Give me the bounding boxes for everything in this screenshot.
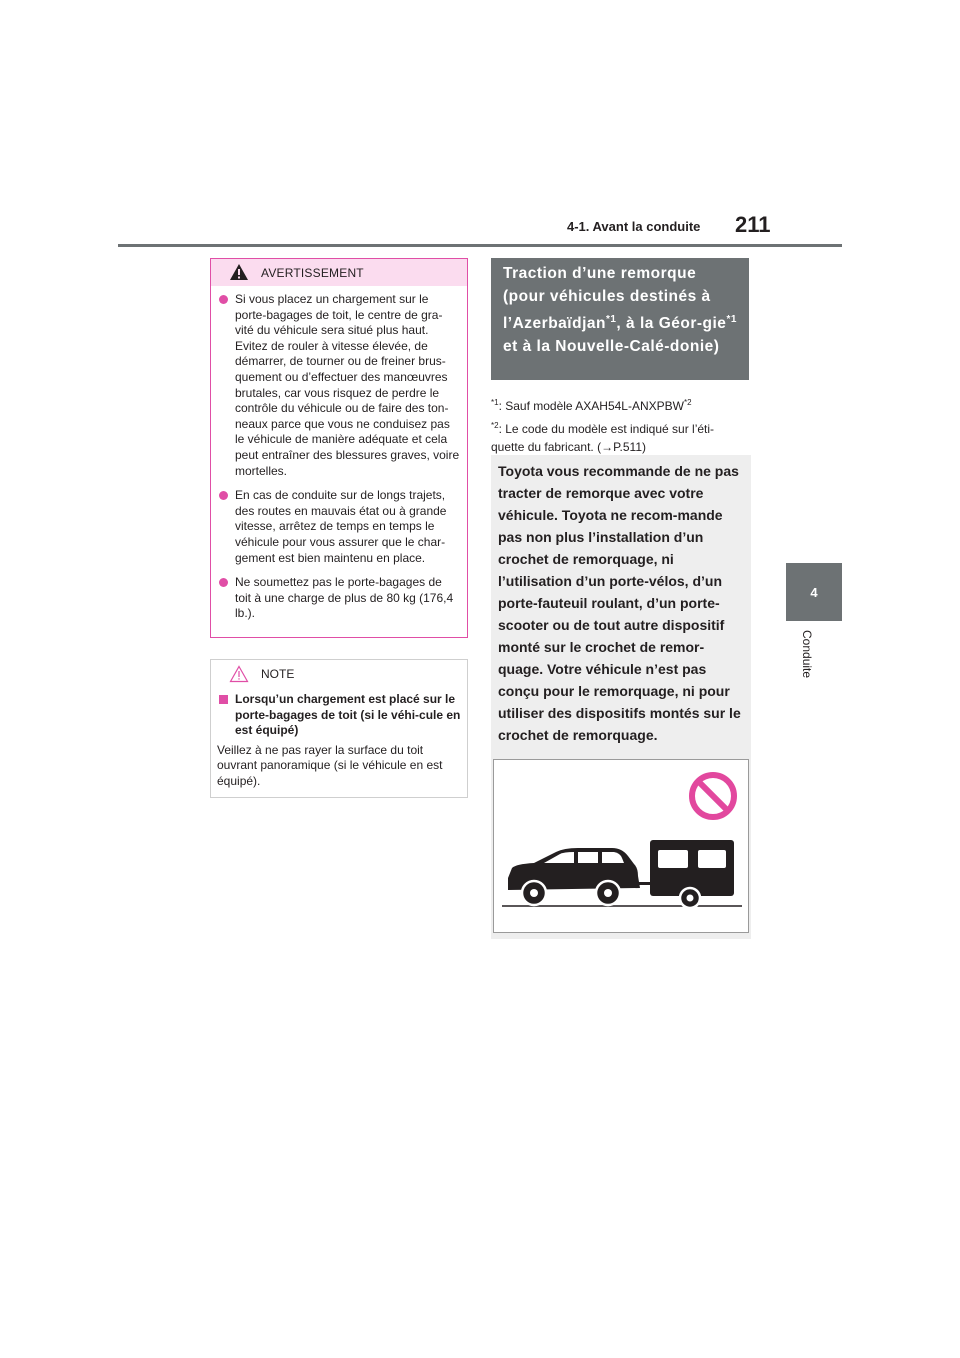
bullet-icon [219, 491, 228, 500]
note-box [210, 659, 468, 798]
towing-illustration [493, 759, 749, 933]
info-text: Toyota vous recommande de ne pas tracter de remorque avec votre véhicule. Toyota ne recom-mande pas non plus l’installation d’un crochet de remorquage, ni l’utilisation d’un porte-vélos, d’un porte-fauteuil roulant, d’un porte-scooter ou de tout autre dispositif monté sur le crochet de remor-quage. Votre véhicule n’est pas conçu pour le remorquage, ni pour utiliser des dispositifs montés sur le crochet de remorquage. [498, 463, 741, 743]
chapter-tab[interactable] [786, 563, 842, 621]
warning-item: Ne soumettez pas le porte-bagages de toit à une charge de plus de 80 kg (176,4 lb.). [217, 575, 461, 622]
note-subheading: Lorsqu’un chargement est placé sur le porte-bagages de toit (si le véhi-cule en est équipé) [217, 692, 461, 739]
warning-header [211, 259, 467, 286]
note-body: Veillez à ne pas rayer la surface du toit ouvrant panoramique (si le véhicule en est équipé). [217, 742, 443, 788]
warning-item: En cas de conduite sur de longs trajets, des routes en mauvais état ou à grande vitesse, arrêtez de temps en temps le véhicule pour vous assurer que le char-gement est bien maintenu en place. [217, 488, 461, 566]
square-bullet-icon [219, 695, 228, 704]
warning-triangle-icon [229, 263, 249, 281]
bullet-icon [219, 578, 228, 587]
car-trailer-illustration [494, 760, 748, 932]
note-triangle-icon [229, 665, 249, 683]
note-header [211, 660, 467, 688]
warning-title: AVERTISSEMENT [261, 265, 364, 280]
chapter-label: Conduite [800, 630, 814, 679]
header-rule [118, 244, 842, 247]
footnote: $^{*2}$: Le code du modèle est indiqué sur l’éti-quette du fabricant. (→P.511) [491, 421, 715, 454]
note-title: NOTE [261, 667, 295, 681]
bullet-icon [219, 295, 228, 304]
prohibition-icon [692, 775, 734, 817]
section-title: 4-1. Avant la conduite [567, 219, 701, 234]
footnote: $^{*1}$: Sauf modèle AXAH54L-ANXPBW$^{*2}$ [491, 398, 692, 413]
warning-item: Si vous placez un chargement sur le porte-bagages de toit, le centre de gra-vité du véhicule sera situé plus haut. Evitez de rouler à vitesse élevée, de démarrer, de tourner ou de freiner brus-quement ou d’effectuer des manœuvres brutales, car vous risquez de perdre le contrôle du véhicule ou de faire des ton-neaux parce que vous ne conduisez pas le véhicule de manière adéquate et cela peut entraîner des blessures graves, voire mortelles. [217, 292, 461, 479]
section-heading: Traction d’une remorque (pour véhicules destinés à l’Azerbaïdjan$^{*1}$, à la Géor-gie$^{*1}$ et à la Nouvelle-Calé-donie) [491, 258, 749, 380]
warning-box [210, 258, 468, 638]
chapter-number: 4 [810, 584, 818, 600]
page-number: 211 [735, 212, 771, 237]
